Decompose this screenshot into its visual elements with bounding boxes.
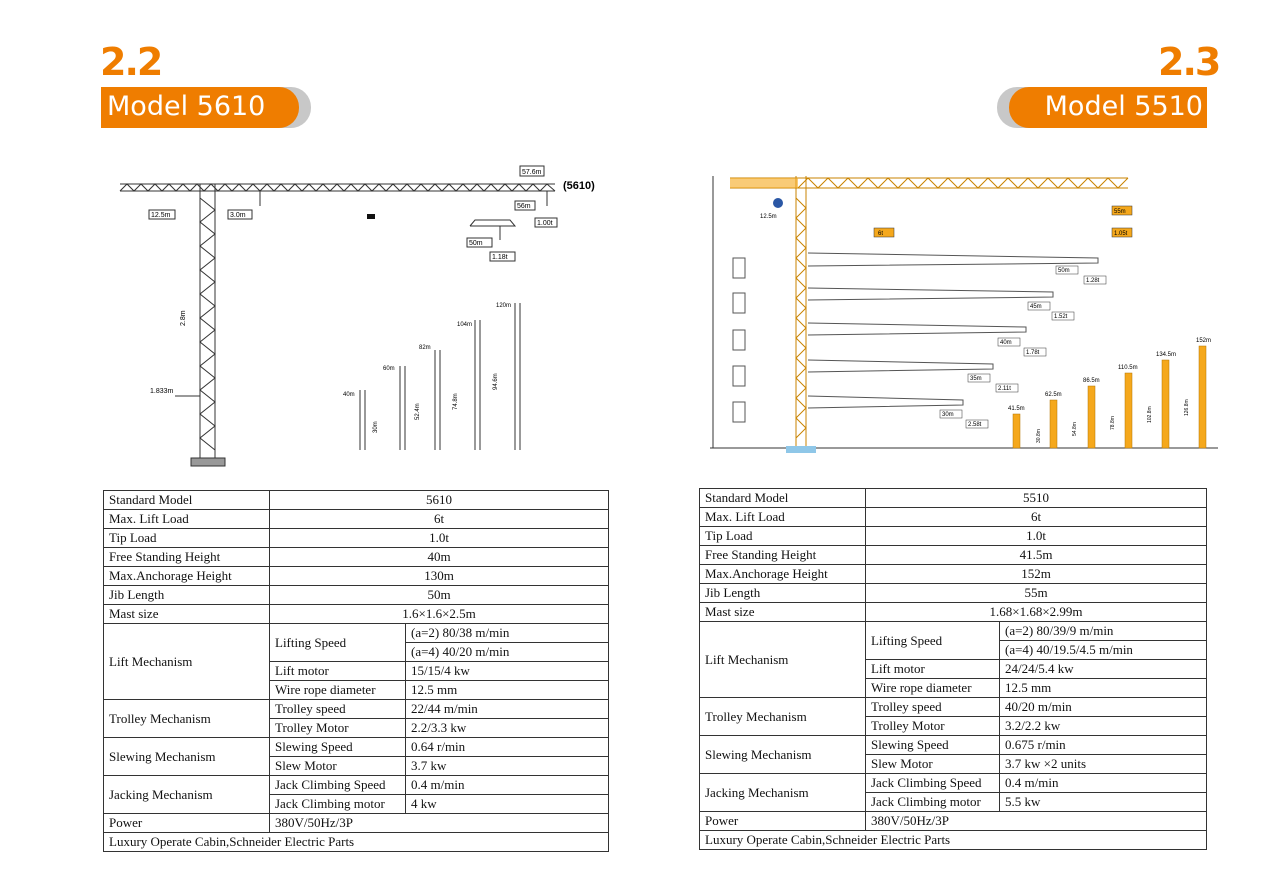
cell-value: 3.7 kw (406, 757, 609, 776)
cell-label: Max.Anchorage Height (104, 567, 270, 586)
table-row (700, 736, 1207, 755)
label-trolley-offset: 3.0m (230, 212, 246, 219)
model-title-right: Model 5510 (1044, 91, 1203, 122)
cell-group-label: Slewing Mechanism (700, 736, 866, 774)
table-row (104, 548, 609, 567)
label-anchor-2: 74.8m (453, 393, 459, 410)
section-number-right: 2.3 (1158, 40, 1220, 84)
cell-value: 50m (270, 586, 609, 605)
cell-label: Max. Lift Load (700, 508, 866, 527)
label-ranchor-3: 102.8m (1147, 406, 1153, 423)
cell-label: Trolley Motor (866, 717, 1000, 736)
cell-value: (a=4) 40/20 m/min (406, 643, 609, 662)
table-row (104, 814, 609, 833)
cell-value: 5610 (270, 491, 609, 510)
cell-label: Trolley Motor (270, 719, 406, 738)
table-row (104, 833, 609, 852)
cell-value: 1.68×1.68×2.99m (866, 603, 1207, 622)
label-height-2: 82m (419, 345, 431, 351)
cell-value: 22/44 m/min (406, 700, 609, 719)
label-jib-0: 50m (1058, 268, 1070, 274)
cell-value: 5.5 kw (1000, 793, 1207, 812)
label-counter-jib: 12.5m (151, 212, 171, 219)
cell-value: 6t (270, 510, 609, 529)
cell-value: 380V/50Hz/3P (270, 814, 609, 833)
cell-group-label: Slewing Mechanism (104, 738, 270, 776)
table-row (104, 586, 609, 605)
cell-label: Jack Climbing Speed (866, 774, 1000, 793)
cell-value: 41.5m (866, 546, 1207, 565)
cell-value: 5510 (866, 489, 1207, 508)
spec-table-5610 (103, 490, 609, 852)
cell-value: 0.64 r/min (406, 738, 609, 757)
table-row (700, 565, 1207, 584)
cell-value: 40m (270, 548, 609, 567)
label-max-load: 6t (878, 231, 884, 237)
cell-value: 2.2/3.3 kw (406, 719, 609, 738)
cell-label: Standard Model (700, 489, 866, 508)
label-anchor-1: 52.4m (415, 403, 421, 420)
label-tip-56: 1.00t (537, 220, 553, 227)
model-banner-left (101, 87, 311, 128)
label-jib-2: 40m (1000, 340, 1012, 346)
table-row (104, 624, 609, 643)
cell-label: Power (700, 812, 866, 831)
cell-group-label: Trolley Mechanism (104, 700, 270, 738)
label-ranchor-4: 126.8m (1184, 399, 1190, 416)
label-rheight-3: 110.5m (1118, 365, 1138, 371)
table-row (700, 508, 1207, 527)
table-row (104, 567, 609, 586)
cell-value: 1.0t (270, 529, 609, 548)
model-banner-right (997, 87, 1207, 128)
table-row (700, 489, 1207, 508)
label-base-width: 1.833m (150, 388, 174, 395)
label-tip-4: 2.58t (968, 422, 982, 428)
cell-label: Jib Length (700, 584, 866, 603)
cell-label: Jack Climbing motor (866, 793, 1000, 812)
cell-extras: Luxury Operate Cabin,Schneider Electric Parts (700, 831, 1207, 850)
cell-extras: Luxury Operate Cabin,Schneider Electric Parts (104, 833, 609, 852)
table-row (700, 622, 1207, 641)
label-tip-3: 2.11t (998, 386, 1011, 392)
cell-group-label: Lift Mechanism (700, 622, 866, 698)
cell-label: Wire rope diameter (866, 679, 1000, 698)
label-height-4: 120m (496, 303, 512, 309)
cell-group-label: Lift Mechanism (104, 624, 270, 700)
cell-label: Max. Lift Load (104, 510, 270, 529)
cell-label: Lift motor (270, 662, 406, 681)
cell-label: Jib Length (104, 586, 270, 605)
cell-label: Trolley speed (270, 700, 406, 719)
label-rheight-2: 86.5m (1083, 378, 1100, 384)
label-ranchor-2: 78.8m (1110, 416, 1116, 430)
label-rheight-0: 41.5m (1008, 406, 1025, 412)
table-row (700, 774, 1207, 793)
cell-label: Lifting Speed (866, 622, 1000, 660)
table-row (700, 831, 1207, 850)
cell-value: 152m (866, 565, 1207, 584)
label-jib-56: 56m (517, 203, 531, 210)
section-number-left: 2.2 (100, 40, 162, 84)
cell-label: Tip Load (700, 527, 866, 546)
label-ranchor-1: 54.8m (1072, 422, 1078, 436)
label-height-3: 104m (457, 322, 473, 328)
cell-value: (a=2) 80/39/9 m/min (1000, 622, 1207, 641)
cell-group-label: Trolley Mechanism (700, 698, 866, 736)
cell-value: 380V/50Hz/3P (866, 812, 1207, 831)
label-anchor-0: 30m (373, 421, 379, 433)
cell-label: Standard Model (104, 491, 270, 510)
cell-value: 15/15/4 kw (406, 662, 609, 681)
cell-label: Free Standing Height (700, 546, 866, 565)
cell-label: Mast size (104, 605, 270, 624)
label-rheight-1: 62.5m (1045, 392, 1062, 398)
cell-label: Wire rope diameter (270, 681, 406, 700)
cell-value: 0.675 r/min (1000, 736, 1207, 755)
cell-label: Lift motor (866, 660, 1000, 679)
cell-value: 3.2/2.2 kw (1000, 717, 1207, 736)
cell-value: (a=4) 40/19.5/4.5 m/min (1000, 641, 1207, 660)
cell-label: Max.Anchorage Height (700, 565, 866, 584)
cell-value: 6t (866, 508, 1207, 527)
cell-value: 12.5 mm (1000, 679, 1207, 698)
cell-group-label: Jacking Mechanism (700, 774, 866, 812)
label-jib-4: 30m (942, 412, 954, 418)
table-row (700, 812, 1207, 831)
cell-label: Slewing Speed (270, 738, 406, 757)
label-ranchor-0: 30.8m (1036, 429, 1042, 443)
label-tip-1: 1.52t (1054, 314, 1068, 320)
table-row (104, 529, 609, 548)
table-row (700, 527, 1207, 546)
cell-value: (a=2) 80/38 m/min (406, 624, 609, 643)
cell-label: Free Standing Height (104, 548, 270, 567)
cell-label: Mast size (700, 603, 866, 622)
cell-value: 40/20 m/min (1000, 698, 1207, 717)
cell-label: Trolley speed (866, 698, 1000, 717)
cell-label: Slew Motor (270, 757, 406, 776)
cell-label: Slew Motor (866, 755, 1000, 774)
label-jib-max: 57.6m (522, 169, 542, 176)
cell-value: 55m (866, 584, 1207, 603)
label-jib-55: 55m (1114, 209, 1126, 215)
label-mast-section: 2.8m (180, 310, 187, 326)
label-jib-1: 45m (1030, 304, 1042, 310)
cell-value: 1.0t (866, 527, 1207, 546)
label-height-1: 60m (383, 366, 395, 372)
label-model-tag: (5610) (563, 180, 595, 192)
label-counter-jib-right: 12.5m (760, 214, 777, 220)
cell-label: Tip Load (104, 529, 270, 548)
label-tip-50: 1.18t (492, 254, 508, 261)
label-height-0: 40m (343, 392, 355, 398)
spec-table-5510 (699, 488, 1207, 850)
cell-value: 3.7 kw ×2 units (1000, 755, 1207, 774)
table-row (104, 700, 609, 719)
cell-value: 4 kw (406, 795, 609, 814)
cell-label: Jack Climbing motor (270, 795, 406, 814)
label-anchor-3: 94.6m (493, 373, 499, 390)
cell-value: 1.6×1.6×2.5m (270, 605, 609, 624)
table-row (700, 546, 1207, 565)
table-row (104, 776, 609, 795)
cell-value: 130m (270, 567, 609, 586)
table-row (104, 510, 609, 529)
cell-label: Slewing Speed (866, 736, 1000, 755)
model-title-left: Model 5610 (107, 91, 266, 122)
cell-value: 12.5 mm (406, 681, 609, 700)
label-rheight-4: 134.5m (1156, 352, 1177, 358)
crane-diagram-5510 (708, 158, 1223, 458)
label-tip-55: 1.05t (1114, 231, 1128, 237)
table-row (104, 491, 609, 510)
table-row (700, 698, 1207, 717)
label-jib-50: 50m (469, 240, 483, 247)
cell-value: 0.4 m/min (406, 776, 609, 795)
table-row (104, 738, 609, 757)
cell-label: Lifting Speed (270, 624, 406, 662)
label-jib-3: 35m (970, 376, 982, 382)
cell-label: Power (104, 814, 270, 833)
table-row (700, 603, 1207, 622)
crane-diagram-5610 (115, 158, 620, 470)
label-rheight-5: 152m (1196, 338, 1212, 344)
label-tip-0: 1.28t (1086, 278, 1100, 284)
cell-value: 24/24/5.4 kw (1000, 660, 1207, 679)
label-tip-2: 1.78t (1026, 350, 1040, 356)
cell-label: Jack Climbing Speed (270, 776, 406, 795)
table-row (104, 605, 609, 624)
cell-value: 0.4 m/min (1000, 774, 1207, 793)
table-row (700, 584, 1207, 603)
cell-group-label: Jacking Mechanism (104, 776, 270, 814)
